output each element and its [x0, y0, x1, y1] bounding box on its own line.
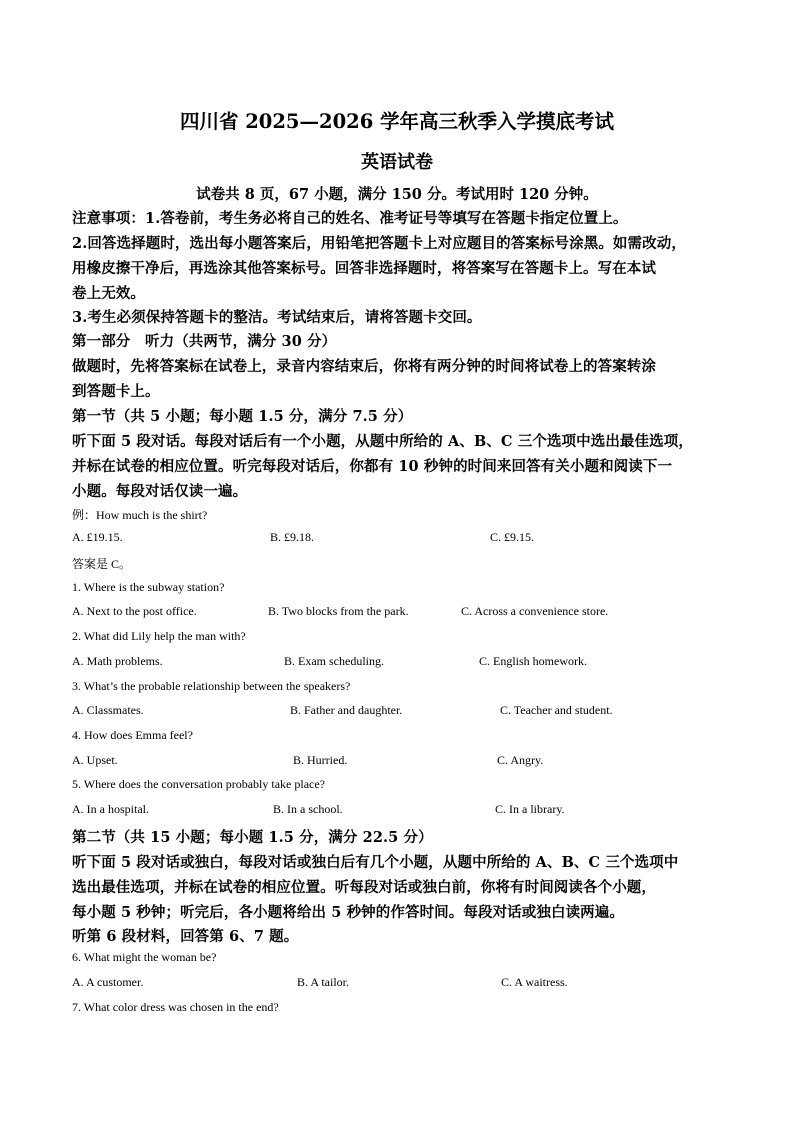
section1-intro-line-1: 听下面 5 段对话。每段对话后有一个小题，从题中所给的 A、B、C 三个选项中选出最佳选项， — [72, 433, 693, 450]
exam-subtitle: 英语试卷 — [361, 152, 433, 173]
question-5-option-a: A. In a hospital. — [72, 802, 149, 816]
question-5-option-c: C. In a library. — [495, 802, 565, 816]
part1-heading: 第一部分 听力（共两节，满分 30 分） — [72, 333, 337, 350]
question-3: 3. What’s the probable relationship between the speakers? — [72, 679, 351, 693]
section2-intro-line-1: 听下面 5 段对话或独白，每段对话或独白后有几个小题，从题中所给的 A、B、C 三个选项中 — [72, 854, 679, 871]
question-1-option-c: C. Across a convenience store. — [461, 604, 609, 618]
part1-intro-line-2: 到答题卡上。 — [72, 383, 160, 400]
exam-info: 试卷共 8 页，67 小题，满分 150 分。考试用时 120 分钟。 — [196, 186, 598, 203]
material-6-heading: 听第 6 段材料，回答第 6、7 题。 — [72, 928, 299, 945]
question-6-option-b: B. A tailor. — [297, 975, 350, 989]
section2-heading: 第二节（共 15 小题；每小题 1.5 分，满分 22.5 分） — [72, 829, 433, 846]
question-6-option-c: C. A waitress. — [501, 975, 568, 989]
question-2-option-c: C. English homework. — [479, 654, 587, 668]
section2-intro-line-2: 选出最佳选项，并标在试卷的相应位置。听每段对话或独白前，你将有时间阅读各个小题， — [72, 879, 656, 896]
section1-intro-line-2: 并标在试卷的相应位置。听完每段对话后，你都有 10 秒钟的时间来回答有关小题和阅读下一 — [72, 458, 673, 475]
question-2-option-a: A. Math problems. — [72, 654, 163, 668]
question-1-option-a: A. Next to the post office. — [72, 604, 197, 618]
question-2: 2. What did Lily help the man with? — [72, 629, 246, 643]
question-5: 5. Where does the conversation probably take place? — [72, 777, 326, 791]
question-3-option-a: A. Classmates. — [72, 703, 144, 717]
question-4-option-c: C. Angry. — [497, 753, 544, 767]
question-3-option-c: C. Teacher and student. — [500, 703, 613, 717]
question-1: 1. Where is the subway station? — [72, 580, 225, 594]
example-option-c: C. £9.15. — [490, 530, 535, 544]
question-6-option-a: A. A customer. — [72, 975, 144, 989]
section1-heading: 第一节（共 5 小题；每小题 1.5 分，满分 7.5 分） — [72, 408, 413, 425]
question-6: 6. What might the woman be? — [72, 950, 217, 964]
part1-intro-line-1: 做题时，先将答案标在试卷上，录音内容结束后，你将有两分钟的时间将试卷上的答案转涂 — [72, 358, 656, 375]
question-7: 7. What color dress was chosen in the end? — [72, 1000, 279, 1014]
question-1-option-b: B. Two blocks from the park. — [268, 604, 409, 618]
section1-intro-line-3: 小题。每段对话仅读一遍。 — [72, 483, 248, 500]
example-question: 例：How much is the shirt? — [72, 508, 208, 522]
question-3-option-b: B. Father and daughter. — [290, 703, 403, 717]
example-option-a: A. £19.15. — [72, 530, 123, 544]
question-4-option-b: B. Hurried. — [293, 753, 348, 767]
question-5-option-b: B. In a school. — [273, 802, 343, 816]
note-2-line-2: 用橡皮擦干净后，再选涂其他答案标号。回答非选择题时，将答案写在答题卡上。写在本试 — [72, 260, 656, 277]
question-2-option-b: B. Exam scheduling. — [284, 654, 384, 668]
example-option-b: B. £9.18. — [270, 530, 315, 544]
exam-title: 四川省 2025—2026 学年高三秋季入学摸底考试 — [179, 110, 615, 133]
note-2-line-3: 卷上无效。 — [72, 285, 145, 302]
note-2-line-1: 2.回答选择题时，选出每小题答案后，用铅笔把答题卡上对应题目的答案标号涂黑。如需改动， — [72, 235, 686, 252]
question-4: 4. How does Emma feel? — [72, 728, 193, 742]
example-answer: 答案是 C。 — [72, 557, 132, 571]
note-1: 注意事项：1.答卷前，考生务必将自己的姓名、准考证号等填写在答题卡指定位置上。 — [72, 210, 628, 227]
question-4-option-a: A. Upset. — [72, 753, 118, 767]
section2-intro-line-3: 每小题 5 秒钟；听完后，各小题将给出 5 秒钟的作答时间。每段对话或独白读两遍。 — [72, 904, 624, 921]
note-3: 3.考生必须保持答题卡的整洁。考试结束后，请将答题卡交回。 — [72, 309, 482, 326]
